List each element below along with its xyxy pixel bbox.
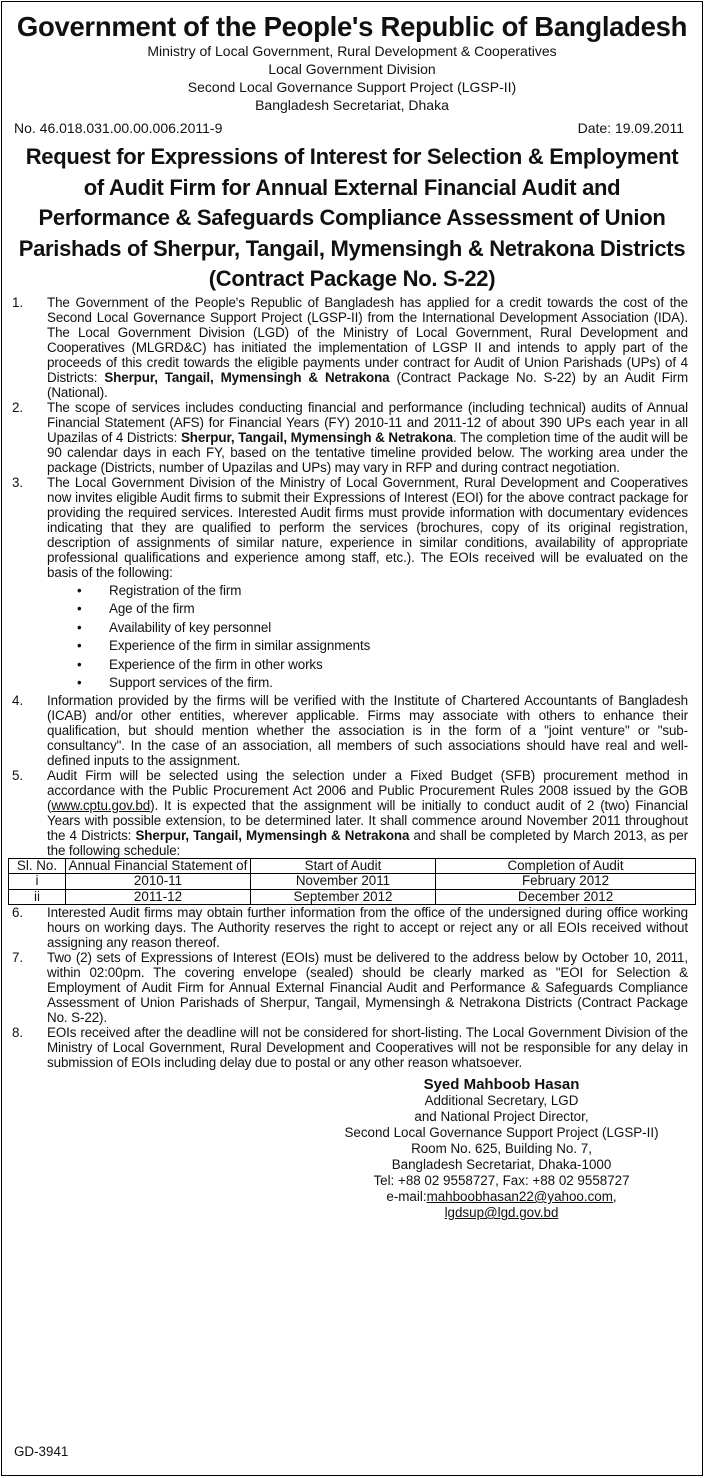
table-cell: ii	[9, 889, 66, 905]
signatory-phone: Tel: +88 02 9558727, Fax: +88 02 9558727	[373, 1173, 630, 1188]
signature-block	[324, 1076, 679, 1221]
bullet-icon: •	[77, 675, 82, 690]
signatory-name: Syed Mahboob Hasan	[423, 1076, 580, 1093]
signatory-designation: Additional Secretary, LGD	[424, 1093, 579, 1108]
paragraph-number: 5.	[12, 767, 23, 783]
cptu-link[interactable]: www.cptu.gov.bd	[51, 797, 151, 813]
paragraph-number: 4.	[12, 692, 23, 708]
signatory-email-line-2	[324, 1205, 679, 1221]
paragraph-number: 8.	[12, 1025, 23, 1040]
paragraph-1	[2, 295, 702, 400]
project-line: Second Local Governance Support Project (LGSP-II)	[187, 79, 517, 95]
table-row	[9, 874, 696, 890]
paragraph-number: 1.	[12, 294, 23, 310]
signatory-project: Second Local Governance Support Project (LGSP-II)	[344, 1125, 659, 1140]
paragraph-text: The scope of services includes conducting financial and performance (including technical) audits of Annual Financial Statement (AFS) for Financial Years (FY) 2010-11 and 2011-12 of about 390 UPs each year in all Upazilas of 4 Districts:	[47, 399, 688, 445]
list-item: • Experience of the firm in similar assignments	[77, 637, 688, 656]
districts-bold: Sherpur, Tangail, Mymensingh & Netrakona	[104, 369, 390, 385]
paragraph-number: 7.	[12, 950, 23, 965]
paragraph-text: Interested Audit firms may obtain further information from the office of the undersigned during office working hours on working days. The Authority reserves the right to accept or reject any or all EOIs received without assigning any reason thereof.	[47, 905, 688, 950]
signatory-email-line: e-mail:mahboobhasan22@yahoo.com,	[386, 1189, 617, 1204]
paragraph-8	[2, 1025, 702, 1070]
paragraph-number: 3.	[12, 474, 23, 490]
paragraph-text: Information provided by the firms will be verified with the Institute of Chartered Accountants of Bangladesh (ICAB) and/or other entities, wherever applicable. Firms may associate with others to enhance their qualification, but should mention whether the association is in the form of a "joint venture" or "sub-consultancy". In the case of an association, all members of such associations should have real and well-defined inputs to the assignment.	[47, 692, 688, 768]
paragraph-text: and shall be completed by March 2013, as per the following schedule:	[47, 827, 688, 858]
paragraph-7	[2, 950, 702, 1025]
advertisement-code: GD-3941	[14, 1444, 69, 1459]
bullet-icon: •	[77, 582, 82, 598]
paragraph-2	[2, 400, 702, 475]
header-start: Start of Audit	[251, 858, 436, 874]
email-label: e-mail:	[386, 1189, 427, 1204]
paragraph-5	[2, 768, 702, 858]
email-link-1[interactable]: mahboobhasan22@yahoo.com	[426, 1189, 613, 1204]
bullet-icon: •	[77, 638, 82, 653]
districts-bold: Sherpur, Tangail, Mymensingh & Netrakona	[135, 827, 410, 843]
bullet-icon: •	[77, 619, 82, 635]
table-cell: November 2011	[251, 874, 436, 890]
email-link-2[interactable]: lgdsup@lgd.gov.bd	[444, 1205, 559, 1220]
list-item: • Availability of key personnel	[77, 619, 688, 638]
paragraph-6	[2, 905, 702, 950]
districts-bold: Sherpur, Tangail, Mymensingh & Netrakona	[180, 429, 453, 445]
signatory-address: Bangladesh Secretariat, Dhaka-1000	[391, 1157, 612, 1172]
table-cell: i	[9, 874, 66, 890]
paragraph-3	[2, 475, 702, 693]
paragraph-text: . The completion time of the audit will be 90 calendar days in each FY, based on the tentative timeline provided below. The working area under the package (Districts, number of Upazilas and UPs) may vary in RFP and during contract negotiation.	[47, 429, 688, 475]
paragraph-text: The Local Government Division of the Ministry of Local Government, Rural Development and Cooperatives now invites eligible Audit firms to submit their Expressions of Interest (EOI) for the above contract package for providing the required services. Interested Audit firms must provide information with documentary evidences indicating that they are qualified to perform the services (brochures, copy of its original registration, description of assignments of similar nature, experience in similar conditions, availability of appropriate professional qualifications and experience among staff, etc.). The EOIs received will be evaluated on the basis of the following:	[47, 474, 688, 580]
list-item: • Registration of the firm	[77, 582, 688, 601]
paragraph-text: EOIs received after the deadline will not be considered for short-listing. The Local Government Division of the Ministry of Local Government, Rural Development and Cooperatives will not be responsible for any delay in submission of EOIs including delay due to postal or any other reason whatsoever.	[47, 1025, 688, 1070]
table-cell: February 2012	[436, 874, 696, 890]
table-row	[9, 889, 696, 905]
notice-title: Request for Expressions of Interest for Selection & Employment of Audit Firm for Annual External Financial Audit and Performance & Safeguards Compliance Assessment of Union Parishads of Sherpur, Tangail, Mymensingh & Netrakona Districts (Contract Package No. S-22)	[18, 144, 686, 291]
schedule-table	[8, 858, 696, 906]
evaluation-criteria-list	[47, 582, 688, 693]
signatory-role: and National Project Director,	[414, 1109, 589, 1124]
notice-date: Date: 19.09.2011	[577, 120, 684, 136]
bullet-icon: •	[77, 656, 82, 672]
paragraph-text: (Contract Package No. S-22) by an Audit Firm (National).	[47, 369, 688, 400]
paragraph-4	[2, 693, 702, 768]
table-cell: December 2012	[436, 889, 696, 905]
table-header-row	[9, 858, 696, 874]
header-afs: Annual Financial Statement of	[66, 858, 251, 874]
table-cell: September 2012	[251, 889, 436, 905]
government-title: Government of the People's Republic of Bangladesh	[16, 11, 688, 42]
table-cell: 2010-11	[66, 874, 251, 890]
paragraph-number: 2.	[12, 399, 23, 415]
paragraph-text: Audit Firm will be selected using the selection under a Fixed Budget (SFB) procurement method in accordance with the Public Procurement Act 2006 and Public Procurement Rules 2008 issued by the GOB (	[47, 767, 688, 813]
paragraph-text: The Government of the People's Republic of Bangladesh has applied for a credit towards the cost of the Second Local Governance Support Project (LGSP-II) from the International Development Association (IDA). The Local Government Division (LGD) of the Ministry of Local Government, Rural Development and Cooperatives (MLGRD&C) has initiated the implementation of LGSP II and intends to apply part of the proceeds of this credit towards the eligible payments under contract for Audit of Union Parishads (UPs) of 4 Districts:	[47, 294, 688, 385]
secretariat-line: Bangladesh Secretariat, Dhaka	[255, 97, 449, 113]
bullet-icon: •	[77, 601, 82, 616]
paragraph-number: 6.	[12, 905, 23, 920]
division-line: Local Government Division	[268, 61, 436, 77]
list-item: • Age of the firm	[77, 600, 688, 619]
paragraph-text: Two (2) sets of Expressions of Interest (EOIs) must be delivered to the address below by October 10, 2011, within 02:00pm. The covering envelope (sealed) should be clearly marked as "EOI for Selection & Employment of Audit Firm for Annual External Financial Audit and Performance & Safeguards Compliance Assessment of Union Parishads of Sherpur, Tangail, Mymensingh & Netrakona Districts (Contract Package No. S-22).	[47, 950, 688, 1025]
header-completion: Completion of Audit	[436, 858, 696, 874]
reference-row	[2, 118, 702, 138]
header-sl-no: Sl. No.	[9, 858, 66, 874]
reference-number: No. 46.018.031.00.00.006.2011-9	[14, 120, 223, 136]
list-item: • Experience of the firm in other works	[77, 656, 688, 675]
list-item: • Support services of the firm.	[77, 674, 688, 693]
table-cell: 2011-12	[66, 889, 251, 905]
signatory-room: Room No. 625, Building No. 7,	[411, 1141, 592, 1156]
ministry-line: Ministry of Local Government, Rural Development & Cooperatives	[147, 43, 557, 59]
paragraph-text: ). It is expected that the assignment will be initially to conduct audit of 2 (two) Financial Years with possible extension, to be determined later. It shall commence around November 2011 throughout the 4 Districts:	[47, 797, 688, 843]
advertisement-page	[1, 1, 703, 1476]
